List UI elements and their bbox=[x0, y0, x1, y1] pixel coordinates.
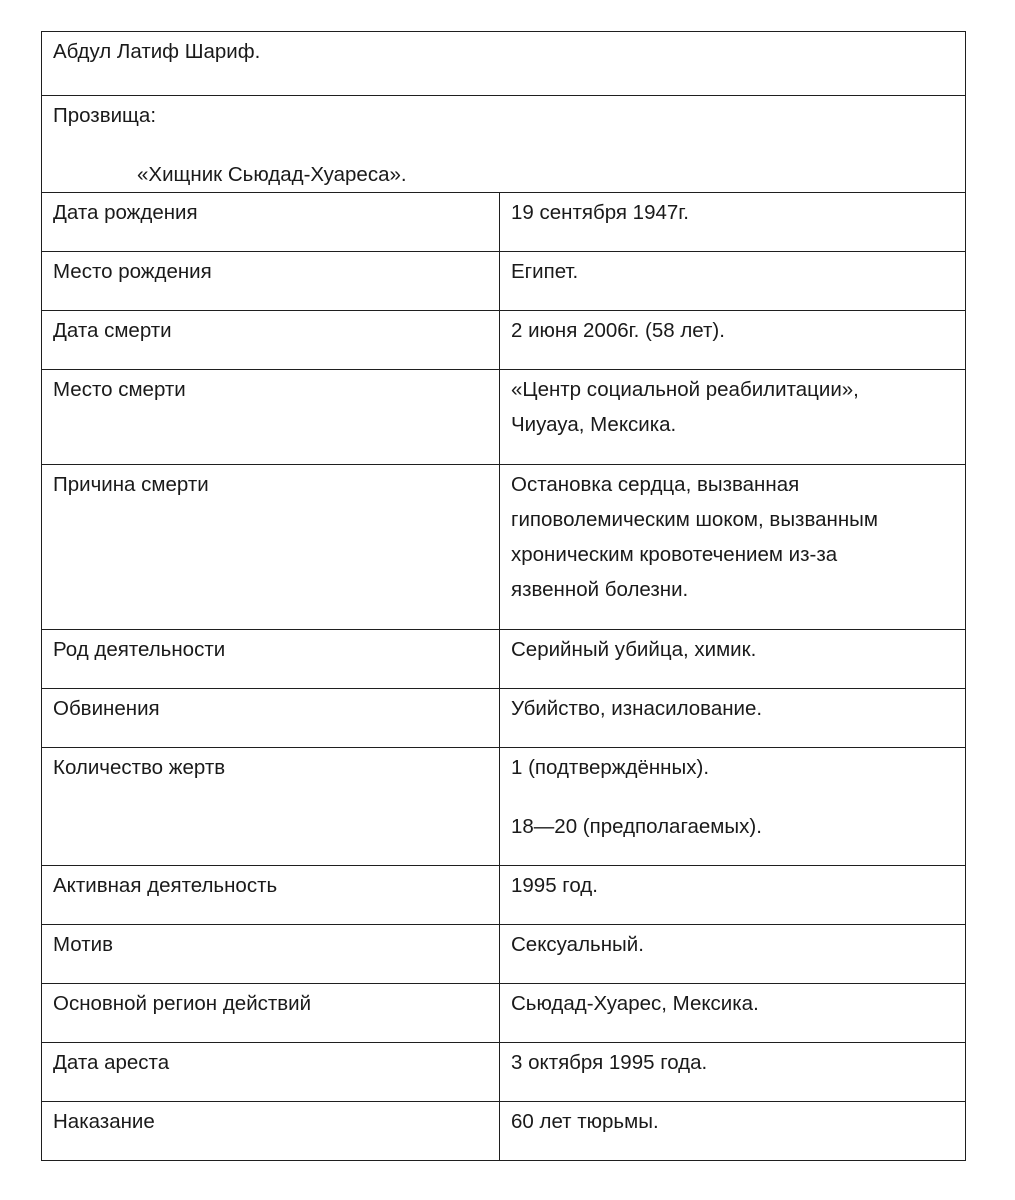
row-label: Активная деятельность bbox=[42, 866, 500, 925]
nicknames-row bbox=[42, 96, 966, 193]
row-value: Сьюдад-Хуарес, Мексика. bbox=[500, 984, 966, 1043]
table-row bbox=[42, 925, 966, 984]
row-value: Серийный убийца, химик. bbox=[500, 630, 966, 689]
table-row bbox=[42, 630, 966, 689]
row-label: Основной регион действий bbox=[42, 984, 500, 1043]
row-label: Место смерти bbox=[42, 370, 500, 465]
row-label: Род деятельности bbox=[42, 630, 500, 689]
person-name: Абдул Латиф Шариф. bbox=[53, 40, 261, 63]
row-value: Сексуальный. bbox=[500, 925, 966, 984]
row-label: Количество жертв bbox=[42, 748, 500, 866]
table-row bbox=[42, 866, 966, 925]
profile-table bbox=[41, 31, 966, 1161]
row-label: Наказание bbox=[42, 1102, 500, 1161]
row-value: «Центр социальной реабилитации», Чиуауа, Мексика. bbox=[500, 370, 966, 465]
row-value: 19 сентября 1947г. bbox=[500, 193, 966, 252]
table-row bbox=[42, 311, 966, 370]
table-row bbox=[42, 370, 966, 465]
row-value: Египет. bbox=[500, 252, 966, 311]
row-label: Дата ареста bbox=[42, 1043, 500, 1102]
row-label: Обвинения bbox=[42, 689, 500, 748]
nicknames-label: Прозвища: bbox=[53, 104, 157, 127]
name-cell bbox=[42, 32, 966, 96]
row-value: 60 лет тюрьмы. bbox=[500, 1102, 966, 1161]
table-row bbox=[42, 465, 966, 630]
table-row bbox=[42, 984, 966, 1043]
nickname-value: «Хищник Сьюдад-Хуареса». bbox=[137, 163, 407, 186]
table-row bbox=[42, 1043, 966, 1102]
row-label: Место рождения bbox=[42, 252, 500, 311]
row-value: 3 октября 1995 года. bbox=[500, 1043, 966, 1102]
row-value: 1 (подтверждённых). 18—20 (предполагаемых). bbox=[500, 748, 966, 866]
table-row bbox=[42, 1102, 966, 1161]
row-label: Мотив bbox=[42, 925, 500, 984]
name-row bbox=[42, 32, 966, 96]
table-row bbox=[42, 252, 966, 311]
row-value: 1995 год. bbox=[500, 866, 966, 925]
row-label: Причина смерти bbox=[42, 465, 500, 630]
table-row bbox=[42, 748, 966, 866]
table-row bbox=[42, 689, 966, 748]
row-value: 2 июня 2006г. (58 лет). bbox=[500, 311, 966, 370]
row-label: Дата рождения bbox=[42, 193, 500, 252]
table-row bbox=[42, 193, 966, 252]
row-value: Остановка сердца, вызванная гиповолемическим шоком, вызванным хроническим кровотечением из-за язвенной болезни. bbox=[500, 465, 966, 630]
row-label: Дата смерти bbox=[42, 311, 500, 370]
row-value: Убийство, изнасилование. bbox=[500, 689, 966, 748]
nicknames-cell bbox=[42, 96, 966, 193]
